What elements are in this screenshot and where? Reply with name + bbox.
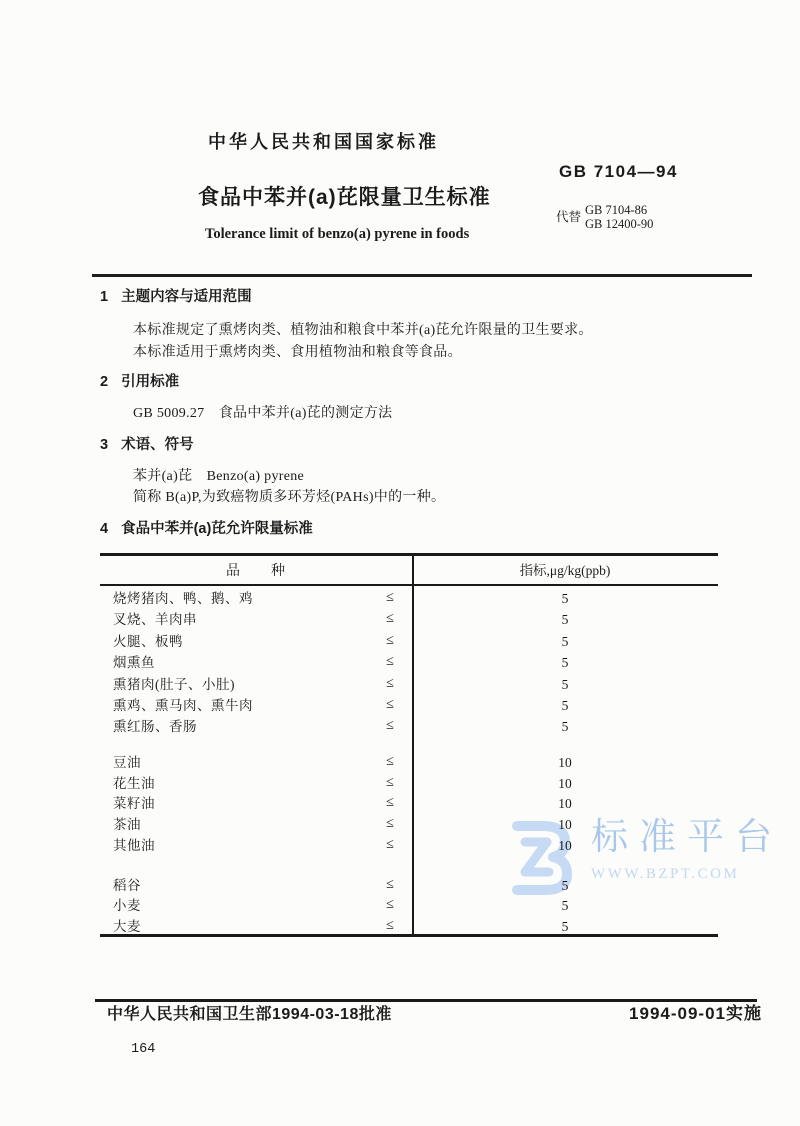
document-title-cn: 食品中苯并(a)芘限量卫生标准 xyxy=(198,186,491,209)
standard-number: GB 7104—94 xyxy=(559,162,678,181)
table-row xyxy=(100,610,718,631)
limit-cell: 5 xyxy=(561,676,569,692)
less-equal-symbol: ≤ xyxy=(386,917,394,933)
limit-cell: 5 xyxy=(561,697,569,713)
implementation-text: 1994-09-01实施 xyxy=(629,1004,762,1023)
table-row xyxy=(100,717,718,738)
table-body xyxy=(100,586,718,937)
header-divider-rule xyxy=(92,274,752,277)
limit-cell: 5 xyxy=(561,898,569,914)
paragraph: 本标准规定了熏烤肉类、植物油和粮食中苯并(a)芘允许限量的卫生要求。 xyxy=(133,323,593,338)
approval-text: 中华人民共和国卫生部1994-03-18批准 xyxy=(107,1006,392,1023)
species-cell: 大麦 xyxy=(113,918,141,934)
species-cell: 叉烧、羊肉串 xyxy=(113,612,197,628)
section-heading-1 xyxy=(100,289,252,306)
paragraph: 简称 B(a)P,为致癌物质多环芳烃(PAHs)中的一种。 xyxy=(133,490,446,505)
page-number: 164 xyxy=(131,1042,156,1057)
table-header-row xyxy=(100,556,718,586)
section-number: 4 xyxy=(100,521,109,537)
less-equal-symbol: ≤ xyxy=(386,675,394,691)
table-row xyxy=(100,876,718,897)
table-row xyxy=(100,917,718,937)
national-standard-heading: 中华人民共和国国家标准 xyxy=(208,132,439,152)
table-group-oils xyxy=(100,739,718,857)
table-row xyxy=(100,632,718,653)
limit-cell: 5 xyxy=(561,719,569,735)
species-column-header: 品 种 xyxy=(226,562,286,578)
species-cell: 火腿、板鸭 xyxy=(113,633,183,649)
species-cell: 其他油 xyxy=(113,837,155,853)
table-row xyxy=(100,794,718,815)
species-cell: 烟熏鱼 xyxy=(113,655,155,671)
limits-table xyxy=(100,553,718,937)
less-equal-symbol: ≤ xyxy=(386,590,394,605)
less-equal-symbol: ≤ xyxy=(386,816,394,832)
watermark-url: WWW.BZPT.COM xyxy=(591,865,740,882)
less-equal-symbol: ≤ xyxy=(386,774,394,790)
less-equal-symbol: ≤ xyxy=(386,753,394,769)
species-cell: 烧烤猪肉、鸭、鹅、鸡 xyxy=(113,591,253,606)
replaced-standard-1: GB 7104-86 xyxy=(585,203,648,217)
section-number: 3 xyxy=(100,437,109,453)
species-cell: 熏猪肉(肚子、小肚) xyxy=(113,676,235,692)
species-cell: 花生油 xyxy=(113,775,155,791)
table-row xyxy=(100,696,718,717)
limit-cell: 5 xyxy=(561,877,569,893)
section-number: 2 xyxy=(100,374,109,390)
table-row xyxy=(100,774,718,795)
limit-cell: 10 xyxy=(558,754,572,770)
limit-cell: 10 xyxy=(558,817,572,833)
species-cell: 菜籽油 xyxy=(113,796,155,812)
less-equal-symbol: ≤ xyxy=(386,876,394,892)
section-number: 1 xyxy=(100,289,109,305)
section-heading-3 xyxy=(100,437,194,454)
paragraph: GB 5009.27 食品中苯并(a)芘的测定方法 xyxy=(133,406,393,421)
table-row xyxy=(100,753,718,774)
replaces-block xyxy=(556,203,653,231)
less-equal-symbol: ≤ xyxy=(386,836,394,852)
table-row xyxy=(100,675,718,696)
less-equal-symbol: ≤ xyxy=(386,696,394,712)
paragraph: 本标准适用于熏烤肉类、食用植物油和粮食等食品。 xyxy=(133,345,462,360)
section-title: 引用标准 xyxy=(121,374,180,390)
species-cell: 小麦 xyxy=(113,898,141,914)
less-equal-symbol: ≤ xyxy=(386,897,394,913)
limit-cell: 5 xyxy=(561,655,569,671)
table-row xyxy=(100,815,718,836)
table-row xyxy=(100,896,718,917)
species-cell: 熏红肠、香肠 xyxy=(113,719,197,735)
species-cell: 稻谷 xyxy=(113,877,141,893)
species-cell: 茶油 xyxy=(113,817,141,833)
document-title-en: Tolerance limit of benzo(a) pyrene in foods xyxy=(205,226,470,242)
footer-divider-rule xyxy=(95,999,757,1002)
limit-cell: 5 xyxy=(561,612,569,628)
limit-cell: 5 xyxy=(561,591,569,606)
table-group-grains xyxy=(100,857,718,937)
less-equal-symbol: ≤ xyxy=(386,654,394,670)
section-title: 术语、符号 xyxy=(121,437,194,453)
limit-cell: 10 xyxy=(558,837,572,853)
table-row xyxy=(100,589,718,610)
replaced-standard-2: GB 12400-90 xyxy=(585,217,654,231)
less-equal-symbol: ≤ xyxy=(386,611,394,627)
less-equal-symbol: ≤ xyxy=(386,632,394,648)
limit-cell: 5 xyxy=(561,918,569,934)
species-cell: 熏鸡、熏马肉、熏牛肉 xyxy=(113,697,253,713)
section-heading-2 xyxy=(100,374,179,391)
limit-cell: 5 xyxy=(561,633,569,649)
section-heading-4 xyxy=(100,521,313,538)
less-equal-symbol: ≤ xyxy=(386,718,394,734)
less-equal-symbol: ≤ xyxy=(386,795,394,811)
paragraph: 苯并(a)芘 Benzo(a) pyrene xyxy=(133,469,305,484)
section-title: 主题内容与适用范围 xyxy=(121,289,252,305)
limit-cell: 10 xyxy=(558,775,572,791)
species-cell: 豆油 xyxy=(113,754,141,770)
watermark-name: 标准平台 xyxy=(591,816,783,857)
table-row xyxy=(100,836,718,857)
limit-column-header: 指标,μg/kg(ppb) xyxy=(519,563,611,578)
replaces-label: 代替 xyxy=(556,209,582,224)
table-group-meat xyxy=(100,586,718,739)
limit-cell: 10 xyxy=(558,796,572,812)
section-title: 食品中苯并(a)芘允许限量标准 xyxy=(121,521,313,537)
table-row xyxy=(100,653,718,674)
